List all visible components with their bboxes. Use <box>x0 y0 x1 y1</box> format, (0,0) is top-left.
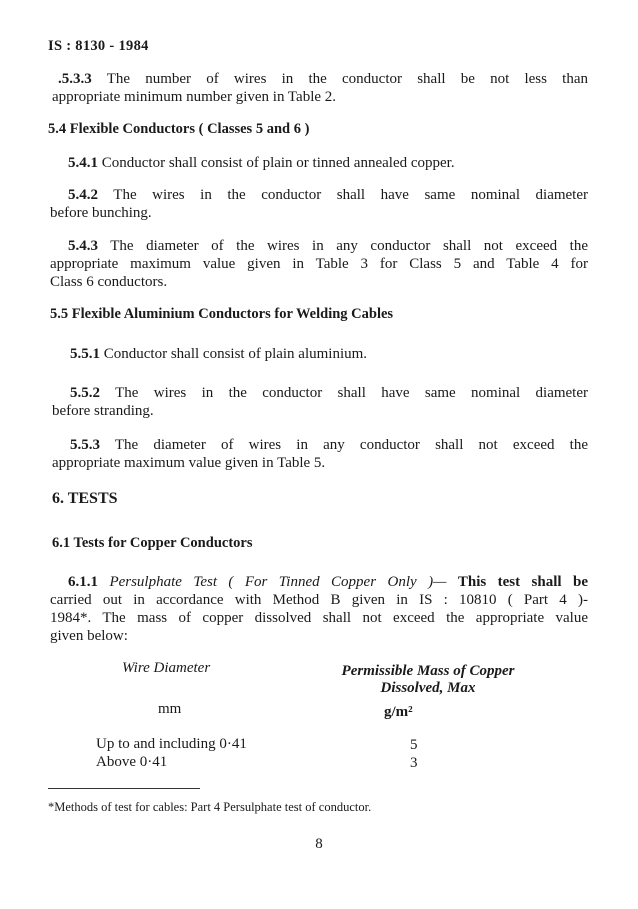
table-header-mass-line2: Dissolved, Max <box>380 680 476 696</box>
clause-text: before bunching. <box>50 205 152 221</box>
clause-text: This test shall be <box>457 574 588 590</box>
clause-text: before stranding. <box>52 403 154 419</box>
clause-5-5-3 <box>52 436 588 472</box>
clause-text: The diameter of the wires in any conductor shall not exceed the <box>110 238 588 254</box>
clause-number: 6.1.1 <box>68 574 98 590</box>
clause-text: Class 6 conductors. <box>50 274 168 290</box>
clause-5-4-2 <box>50 186 588 222</box>
clause-text: Conductor shall consist of plain aluminium. <box>103 346 368 362</box>
clause-6-1-1 <box>50 573 588 645</box>
clause-5-4-3 <box>50 237 588 291</box>
table-unit-mass: g/m² <box>384 704 413 720</box>
table-header-diameter: Wire Diameter <box>122 660 211 676</box>
clause-text: The diameter of wires in any conductor shall not exceed the <box>114 437 588 453</box>
clause-title: Persulphate Test ( For Tinned Copper Only )— <box>109 574 447 590</box>
clause-number: 5.4.3 <box>68 238 98 254</box>
clause-number: .5.3.3 <box>58 71 92 87</box>
table-row-1-diameter: Up to and including 0·41 <box>96 736 247 752</box>
clause-5-3-3 <box>52 70 588 106</box>
clause-text: appropriate minimum number given in Table 2. <box>52 89 337 105</box>
page-number: 8 <box>315 836 323 852</box>
clause-5-5-2 <box>52 384 588 420</box>
table-row-1-mass: 5 <box>410 737 418 753</box>
clause-text: appropriate maximum value given in Table 5. <box>52 455 326 471</box>
clause-number: 5.5.2 <box>70 385 100 401</box>
table-row-2-diameter: Above 0·41 <box>96 754 168 770</box>
clause-text: 1984*. The mass of copper dissolved shall not exceed the appropriate value <box>50 610 588 626</box>
section-heading-5-5: 5.5 Flexible Aluminium Conductors for Welding Cables <box>50 306 394 322</box>
clause-5-5-1 <box>70 345 367 363</box>
table-unit-diameter: mm <box>158 701 182 717</box>
document-id: IS : 8130 - 1984 <box>48 38 149 54</box>
clause-text: carried out in accordance with Method B given in IS : 10810 ( Part 4 )- <box>50 592 588 608</box>
clause-text: Conductor shall consist of plain or tinned annealed copper. <box>101 155 455 171</box>
section-heading-6: 6. TESTS <box>52 490 118 507</box>
clause-number: 5.4.2 <box>68 187 98 203</box>
clause-number: 5.5.3 <box>70 437 100 453</box>
footnote: *Methods of test for cables: Part 4 Persulphate test of conductor. <box>48 800 372 814</box>
clause-text: The wires in the conductor shall have same nominal diameter <box>113 187 588 203</box>
clause-text: The wires in the conductor shall have same nominal diameter <box>115 385 588 401</box>
table-row-2-mass: 3 <box>410 755 418 771</box>
clause-number: 5.4.1 <box>68 155 98 171</box>
table-header-mass-line1: Permissible Mass of Copper <box>341 663 515 679</box>
table-header-mass <box>318 663 538 697</box>
clause-number: 5.5.1 <box>70 346 100 362</box>
clause-text: given below: <box>50 628 128 644</box>
footnote-divider <box>48 788 200 789</box>
section-heading-6-1: 6.1 Tests for Copper Conductors <box>52 535 253 551</box>
clause-text: appropriate maximum value given in Table 3 for Class 5 and Table 4 for <box>50 256 588 272</box>
section-heading-5-4: 5.4 Flexible Conductors ( Classes 5 and 6 ) <box>48 121 310 137</box>
clause-5-4-1 <box>68 154 455 172</box>
clause-text: The number of wires in the conductor shall be not less than <box>106 71 588 87</box>
